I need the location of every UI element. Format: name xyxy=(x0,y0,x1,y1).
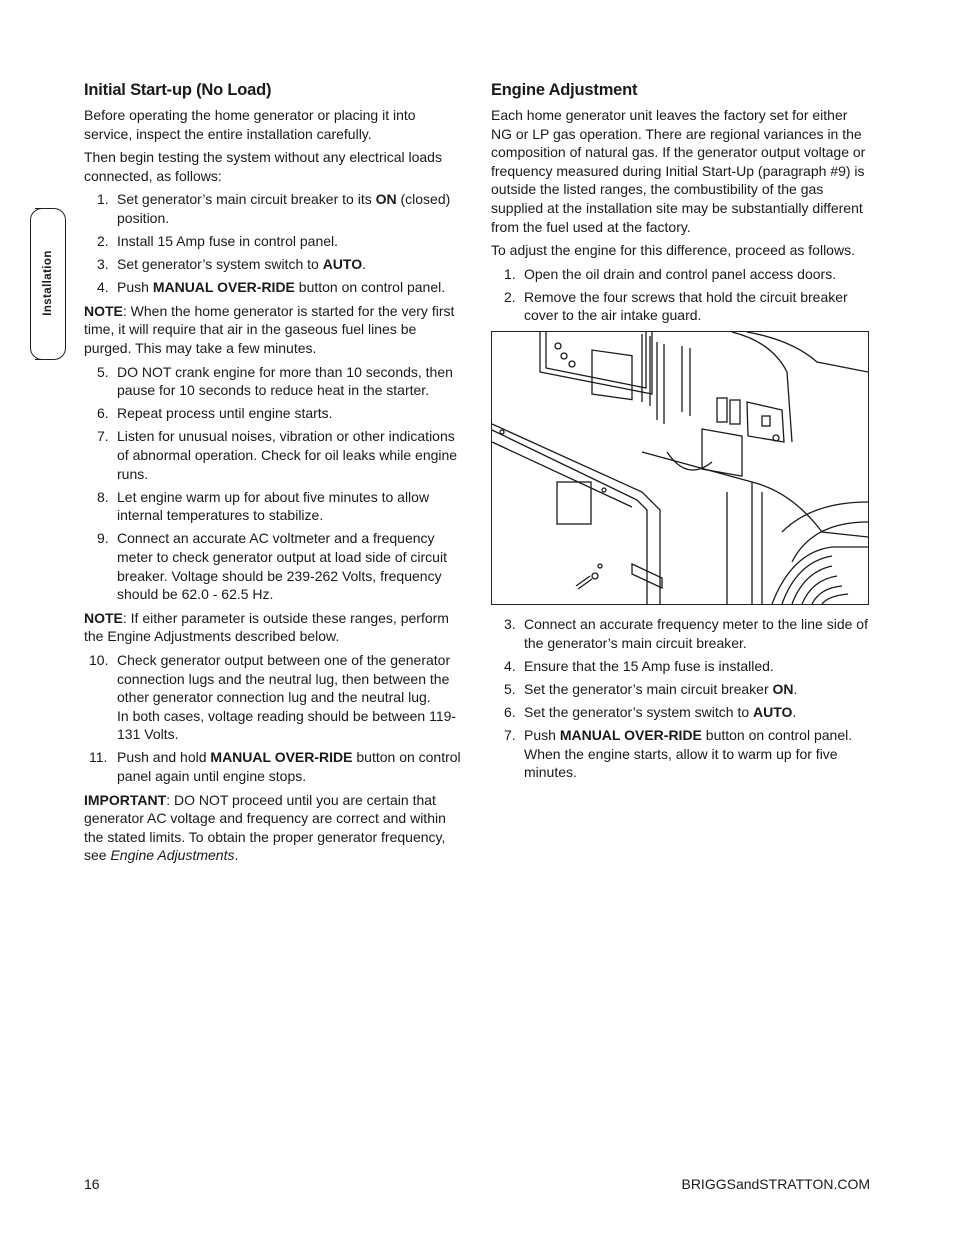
list-item: 6. Set the generator’s system switch to AUTO. xyxy=(504,703,797,720)
important-note: IMPORTANT: DO NOT proceed until you are certain that generator AC voltage and frequency are correct and within the stated limits. To obtain the proper generator frequency, see Engine Adjustments. xyxy=(84,791,446,864)
right-intro-2: To adjust the engine for this difference, proceed as follows. xyxy=(491,242,855,259)
list-item: 6. Repeat process until engine starts. xyxy=(97,405,333,422)
page-number: 16 xyxy=(84,1176,100,1192)
list-item: 4. Push MANUAL OVER-RIDE button on control panel. xyxy=(97,279,446,296)
circuit-breaker-cover-illustration xyxy=(491,331,869,605)
generator-line-drawing xyxy=(492,332,868,604)
left-column xyxy=(84,80,462,870)
startup-steps-1-4 xyxy=(84,190,462,296)
note-first-start: NOTE: When the home generator is started for the very first time, it will require that air in the gaseous fuel lines be purged. This may take a few minutes. xyxy=(84,302,455,357)
startup-steps-10-11 xyxy=(84,651,462,786)
list-item: 2. Remove the four screws that hold the circuit breaker cover to the air intake guard. xyxy=(504,288,848,324)
list-item: 3. Connect an accurate frequency meter to the line side of the generator’s main circuit breaker. xyxy=(504,616,868,651)
right-column xyxy=(491,80,871,787)
website-link[interactable]: BRIGGSandSTRATTON.COM xyxy=(681,1176,870,1192)
list-item: 11. Push and hold MANUAL OVER-RIDE button on control panel again until engine stops. xyxy=(89,749,461,784)
list-item: 8. Let engine warm up for about five minutes to allow internal temperatures to stabilize. xyxy=(97,488,430,524)
list-item: 3. Set generator’s system switch to AUTO. xyxy=(97,256,366,273)
left-intro-2: Then begin testing the system without any electrical loads connected, as follows: xyxy=(84,149,442,184)
list-item: 7. Listen for unusual noises, vibration or other indications of abnormal operation. Check for oil leaks while engine runs. xyxy=(97,428,458,482)
startup-steps-5-9 xyxy=(84,363,462,604)
list-item: 5. DO NOT crank engine for more than 10 seconds, then pause for 10 seconds to reduce heat in the starter. xyxy=(97,363,453,399)
list-item: 10. Check generator output between one of the generator connection lugs and the neutral lug, then between the other generator connection lug and the neutral lug. In both cases, voltage reading should be between 119-131 Volts. xyxy=(89,651,457,743)
list-item: 1. Open the oil drain and control panel access doors. xyxy=(504,265,837,282)
list-item: 7. Push MANUAL OVER-RIDE button on control panel. When the engine starts, allow it to warm up for five minutes. xyxy=(504,727,853,781)
side-tab-label: Installation xyxy=(42,250,54,316)
list-item: 1. Set generator’s main circuit breaker to its ON (closed) position. xyxy=(97,191,451,226)
initial-startup-heading: Initial Start-up (No Load) xyxy=(84,81,272,99)
engine-adjustment-heading: Engine Adjustment xyxy=(491,81,638,99)
adjustment-steps-3-7 xyxy=(491,615,871,782)
left-intro-1: Before operating the home generator or placing it into service, inspect the entire installation carefully. xyxy=(84,107,416,142)
list-item: 5. Set the generator’s main circuit breaker ON. xyxy=(504,680,798,697)
list-item: 9. Connect an accurate AC voltmeter and a frequency meter to check generator output at load side of circuit breaker. Voltage should be 239-262 Volts, frequency should be 62.0 - 62.5 Hz. xyxy=(97,530,447,603)
right-intro-1: Each home generator unit leaves the factory set for either NG or LP gas operation. There are regional variances in the composition of natural gas. If the generator output voltage or frequency measured during Initial Start-Up (paragraph #9) is outside the listed ranges, the combustibility of the gas supplied at the installation site may be substantially different from the fuel used at the factory. xyxy=(491,107,866,235)
list-item: 2. Install 15 Amp fuse in control panel. xyxy=(97,233,339,250)
list-item: 4. Ensure that the 15 Amp fuse is installed. xyxy=(504,657,774,674)
adjustment-steps-1-2 xyxy=(491,265,871,325)
note-parameter-range: NOTE: If either parameter is outside these ranges, perform the Engine Adjustments described below. xyxy=(84,609,449,645)
